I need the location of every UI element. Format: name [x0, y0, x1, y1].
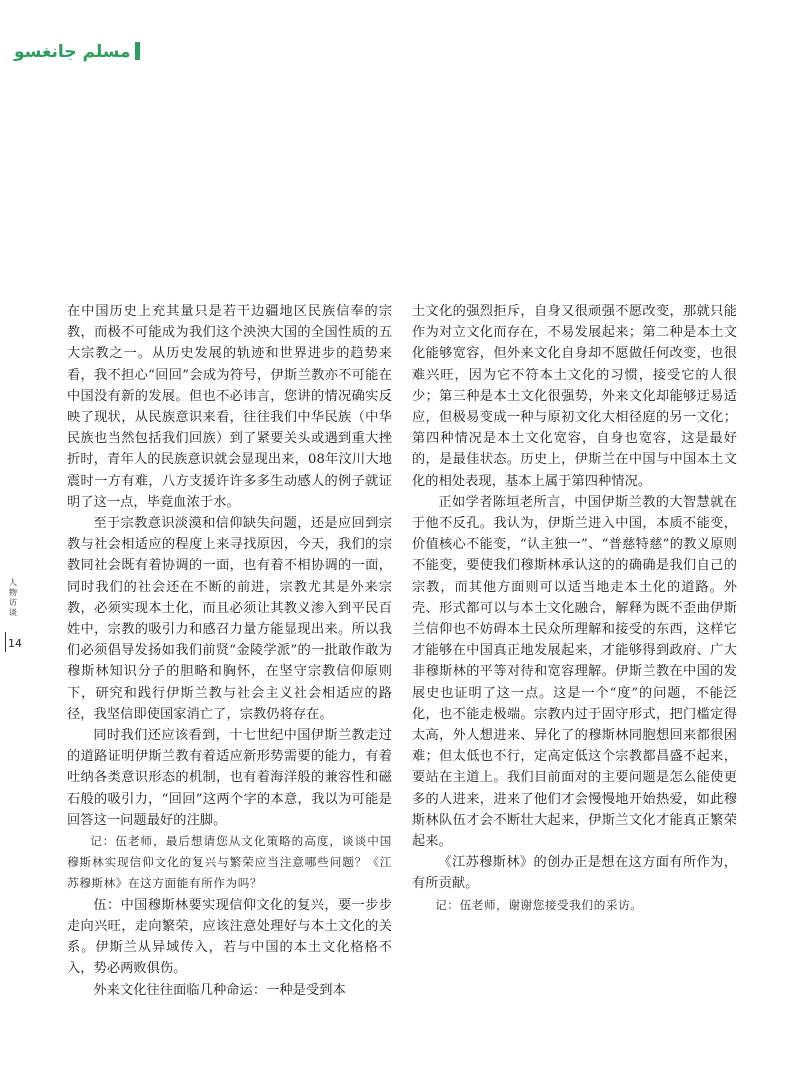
- paragraph: 土文化的强烈拒斥，自身又很顽强不愿改变，那就只能作为对立文化而存在，不易发展起来；第二种是本土文化能够宽容，但外来文化自身却不愿做任何改变，也很难兴旺，因为它不符本土文化的习惯，接受它的人很少；第三种是本土文化很强势，外来文化却能够迂易适应，但极易变成一种与原初文化大相径庭的另一文化；第四种情况是本土文化宽容，自身也宽容，这是最好的，是最佳状态。历史上，伊斯兰在中国与中国本土文化的相处表现，基本上属于第四种情况。: [412, 304, 737, 489]
- logo-text: مسلم جانغسو: [14, 42, 131, 62]
- paragraph: 外来文化往往面临几种命运：一种是受到本: [93, 982, 346, 998]
- paragraph: 在中国历史上充其量只是若干边疆地区民族信奉的宗教，而极不可能成为我们这个泱泱大国的全国性质的五大宗教之一。从历史发展的轨迹和世界进步的趋势来看，我不担心“回回”会成为符号，伊斯兰教亦不可能在中国没有新的发展。但也不必讳言，您讲的情况确实反映了现状，从民族意识来看，往往我们中华民族（中华民族也当然包括我们回族）到了紧要关头或遇到重大挫折时，青年人的民族意识就会显现出来，08年汶川大地震时一方有难，八方支援许许多多生动感人的例子就证明了这一点，毕竟血浓于水。: [67, 304, 392, 510]
- paragraph: 伍：中国穆斯林要实现信仰文化的复兴，要一步步走向兴旺，走向繁荣，应该注意处理好与本土文化的关系。伊斯兰从异域传入，若与中国的本土文化格格不入，势必两败俱伤。: [67, 897, 392, 977]
- interview-question: 记：伍老师，谢谢您接受我们的采访。: [435, 897, 643, 912]
- paragraph: 同时我们还应该看到，十七世纪中国伊斯兰教走过的道路证明伊斯兰教有着适应新形势需要的能力，有着吐纳各类意识形态的机制，也有着海洋般的兼容性和磁石般的吸引力，“回回”这两个字的本意，我以为可能是回答这一问题最好的注脚。: [67, 728, 392, 828]
- interview-question: 记：伍老师，最后想请您从文化策略的高度，谈谈中国穆斯林实现信仰文化的复兴与繁荣应当注意哪些问题？《江苏穆斯林》在这方面能有所作为吗？: [67, 834, 392, 891]
- paragraph: 正如学者陈垣老所言，中国伊斯兰教的大智慧就在于他不反孔。我认为，伊斯兰进入中国，本质不能变，价值核心不能变，“认主独一”、“普慈特慈”的教义原则不能变，要使我们穆斯林承认这的的确确是我们自己的宗教，而其他方面则可以适当地走本土化的道路。外壳、形式都可以与本土文化融合，解释为既不歪曲伊斯兰信仰也不妨碍本土民众所理解和接受的东西，这样它才能够在中国真正地发展起来，才能够得到政府、广大非穆斯林的平等对待和宽容理解。伊斯兰教在中国的发展史也证明了这一点。这是一个“度”的问题，不能泛化，也不能走极端。宗教内过于固守形式，把门槛定得太高，外人想进来、异化了的穆斯林同胞想回来都很困难；但太低也不行，定高定低这个宗教都昌盛不起来，要站在主道上。我们目前面对的主要问题是怎么能使更多的人进来，进来了他们才会慢慢地开始热爱，如此穆斯林队伍才会不断壮大起来，伊斯兰文化才能真正繁荣起来。: [412, 494, 737, 850]
- page-number: 14: [8, 637, 22, 650]
- section-label: 人 物 访 谈: [9, 578, 17, 617]
- logo-bar-mark: [135, 42, 140, 60]
- paragraph: 《江苏穆斯林》的创办正是想在这方面有所作为，有所贡献。: [412, 855, 737, 892]
- paragraph: 至于宗教意识淡漠和信仰缺失问题，还是应回到宗教与社会相适应的程度上来寻找原因，今天，我们的宗教同社会既有着协调的一面，也有着不相协调的一面，同时我们的社会还在不断的前进，宗教尤其是外来宗教，必须实现本土化，而且必须让其教义渗入到平民百姓中，宗教的吸引力和感召力量方能显现出来。所以我们必须倡导发扬如我们前贤“金陵学派”的一批敢作敢为穆斯林知识分子的胆略和胸怀，在坚守宗教信仰原则下，研究和践行伊斯兰教与社会主义社会相适应的路径，我坚信即使国家消亡了，宗教仍将存在。: [67, 516, 392, 722]
- right-column: [412, 301, 737, 916]
- left-column: [67, 301, 392, 1001]
- magazine-logo: [14, 42, 140, 62]
